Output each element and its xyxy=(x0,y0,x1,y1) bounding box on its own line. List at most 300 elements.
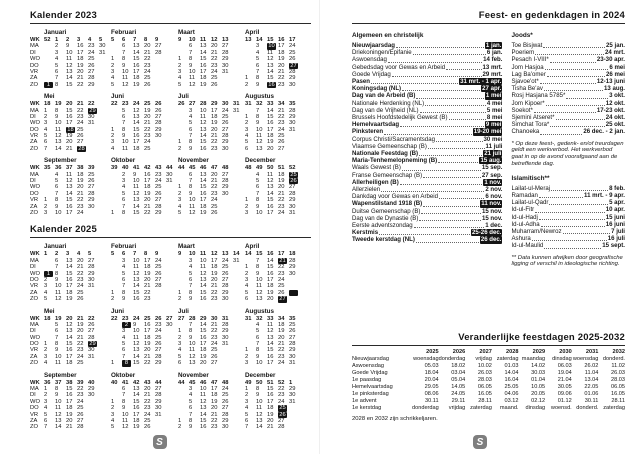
day-cell: 2 xyxy=(122,171,126,178)
feast-entry xyxy=(352,85,502,92)
value-cell: dinsdag xyxy=(552,356,572,362)
table-header-row xyxy=(352,349,625,356)
week-number: 26 xyxy=(155,101,162,108)
week-number: 27 xyxy=(178,315,185,322)
day-cell: 2 xyxy=(178,145,182,152)
day-cell: 18 xyxy=(144,184,151,191)
weekday-label: ZO xyxy=(30,360,39,367)
month-name: Juli xyxy=(178,307,189,315)
day-cell: 26 xyxy=(144,81,151,88)
weekday-label: ZA xyxy=(30,353,38,360)
day-cell: 5 xyxy=(111,424,115,431)
dotted-leader xyxy=(420,112,486,113)
value-cell: 21.04 xyxy=(557,377,572,383)
day-cell xyxy=(166,210,177,216)
day-cell: 10 xyxy=(189,197,196,204)
week-label: WK xyxy=(30,101,40,108)
feast-entry xyxy=(352,164,502,171)
day-cell: 21 xyxy=(211,49,218,56)
day-cell: 9 xyxy=(55,203,59,210)
feast-name: Wapenstilstand 1918 (B) xyxy=(352,200,423,208)
feast-entry xyxy=(511,92,625,99)
day-cell: 18 xyxy=(200,203,207,210)
day-cell: 1 xyxy=(245,386,249,393)
week-number: 48 xyxy=(222,165,229,172)
day-cell: 3 xyxy=(55,49,59,56)
weekday-label: MA xyxy=(30,386,39,393)
day-cell: 24 xyxy=(77,398,84,405)
day-cell: 19 xyxy=(144,341,151,348)
day-cell: 10 xyxy=(122,68,129,75)
day-cell: 12 xyxy=(133,341,140,348)
day-cell: 28 xyxy=(155,49,162,56)
day-cell: 21 xyxy=(267,424,274,431)
day-cell: 6 xyxy=(122,197,126,204)
day-cell: 25 xyxy=(77,360,84,367)
week-number: 12 xyxy=(211,37,218,43)
day-cell: 17 xyxy=(267,398,274,405)
day-cell: 9 xyxy=(55,347,59,354)
day-cell: 22 xyxy=(211,328,218,335)
feast-entry xyxy=(511,100,625,107)
day-cell: 6 xyxy=(189,405,193,412)
day-cell: 11 xyxy=(267,171,274,178)
day-cell: 11 xyxy=(256,133,263,140)
dotted-leader xyxy=(413,54,486,55)
day-cell: 14 xyxy=(200,133,207,140)
day-cell: 23 xyxy=(77,203,84,210)
day-cell: 7 xyxy=(256,190,260,197)
day-cell: 17 xyxy=(66,283,73,290)
day-cell: 16 xyxy=(200,334,207,341)
feast-entry xyxy=(511,114,625,121)
value-cell: 22.05 xyxy=(584,384,599,390)
day-cell: 5 xyxy=(122,341,126,348)
day-cell: 12 xyxy=(189,81,196,88)
day-cell: 3 xyxy=(111,411,115,418)
day-cell: 6 xyxy=(245,145,249,152)
weekday-label: ZO xyxy=(30,209,39,216)
day-cell: 4 xyxy=(44,405,48,412)
feast-name: Ramadan xyxy=(511,192,538,200)
week-number: 36 xyxy=(44,379,51,386)
day-cell: 23 xyxy=(278,353,285,360)
calendar-title: Kalender 2023 xyxy=(30,10,311,24)
day-cell: 15 xyxy=(200,184,207,191)
day-cell: 25 xyxy=(211,75,218,82)
day-cell: 24 xyxy=(278,126,285,133)
day-cell: 13 xyxy=(133,113,140,120)
calendar-blocks xyxy=(30,10,311,431)
day-cell: 7 xyxy=(256,257,260,264)
weekday-label: MA xyxy=(30,43,39,50)
calendar-row xyxy=(44,210,111,216)
day-cell: 25 xyxy=(211,203,218,210)
week-number: 34 xyxy=(278,101,285,108)
feast-date: 12-13 juni xyxy=(596,78,625,86)
day-cell xyxy=(222,210,233,216)
feast-entry xyxy=(511,128,625,135)
day-cell: 2 xyxy=(245,353,249,360)
value-cell: 14.04 xyxy=(504,370,519,376)
day-cell: 9 xyxy=(189,190,193,197)
day-cell: 11 xyxy=(133,264,140,271)
value-cell: dinsdag xyxy=(525,405,546,411)
feast-entry xyxy=(511,199,625,206)
labels-spacer xyxy=(30,243,44,251)
feast-name: Id-ul-Adha xyxy=(511,220,540,228)
weekday-label: MA xyxy=(30,321,39,328)
week-number: 35 xyxy=(289,315,296,322)
feast-name: Franse Gemeenschap (B) xyxy=(352,171,423,179)
week-number: 19 xyxy=(55,315,62,322)
labels-spacer xyxy=(30,372,44,380)
week-number: 45 xyxy=(189,165,196,172)
feastdays-page xyxy=(320,0,640,454)
feast-entry xyxy=(352,229,502,236)
day-cell xyxy=(155,82,166,88)
dotted-leader xyxy=(563,233,611,234)
value-cell: 24.05 xyxy=(451,391,466,397)
day-cell: 15 xyxy=(267,75,274,82)
day-cell: 4 xyxy=(189,113,193,120)
feast-date: 26 mei xyxy=(606,70,625,78)
day-cell: 3 xyxy=(189,257,193,264)
feast-entry xyxy=(511,235,625,242)
day-cell: 15 xyxy=(133,360,140,367)
day-cell: 9 xyxy=(122,405,126,412)
day-cell: 19 xyxy=(144,270,151,277)
day-cell: 30 xyxy=(222,424,229,431)
day-cell: 24 xyxy=(222,107,229,114)
day-cell: 22 xyxy=(77,341,84,348)
weekday-label: WO xyxy=(30,270,40,277)
day-cell: 13 xyxy=(66,184,73,191)
value-cell: 05.03 xyxy=(424,363,439,369)
dotted-leader xyxy=(428,148,485,149)
labels-spacer xyxy=(30,93,44,101)
day-cell: 21 xyxy=(77,264,84,271)
week-number: 50 xyxy=(256,379,263,386)
day-cell: 6 xyxy=(55,68,59,75)
calendar-row xyxy=(245,296,312,302)
dotted-leader xyxy=(425,105,486,106)
feast-date: 26 dec. - 2 jan. xyxy=(583,128,625,136)
feast-entry xyxy=(511,85,625,92)
day-cell: 22 xyxy=(211,56,218,63)
value-cell: 28.11 xyxy=(478,398,492,404)
day-cell: 26 xyxy=(222,270,229,277)
day-cell: 21 xyxy=(211,133,218,140)
dotted-leader xyxy=(419,155,482,156)
weekday-label: DI xyxy=(30,49,36,56)
feast-name: Tisha Be'av xyxy=(511,85,543,93)
year-header: 2027 xyxy=(479,349,492,355)
day-cell: 20 xyxy=(144,347,151,354)
weekday-label: VR xyxy=(30,133,39,140)
week-number: 48 xyxy=(245,165,252,172)
day-cell: 20 xyxy=(267,296,274,303)
day-cell: 28 xyxy=(289,190,296,197)
day-cell: 29 xyxy=(289,113,296,120)
value-cell: maand. xyxy=(499,405,519,411)
weekday-label: DO xyxy=(30,276,39,283)
week-number: 6 xyxy=(122,251,126,258)
day-cell xyxy=(222,82,233,88)
day-cell: 10 xyxy=(189,341,196,348)
week-label: WK xyxy=(30,37,40,43)
calendar-row xyxy=(178,82,245,88)
value-cell: 03.12 xyxy=(504,398,519,404)
feast-name: Allerheiligen (B) xyxy=(352,178,399,186)
week-number: 18 xyxy=(289,251,296,258)
day-cell: 25 xyxy=(222,392,229,399)
value-cell: 30.05 xyxy=(557,384,572,390)
feast-entry xyxy=(352,179,502,186)
feast-name: Lailat-ul-Qadr xyxy=(511,199,549,207)
row-label: 1e kerstdag xyxy=(352,405,382,411)
day-cell: 27 xyxy=(88,257,95,264)
day-cell: 15 xyxy=(200,328,207,335)
day-cell xyxy=(289,424,300,430)
weekday-labels xyxy=(30,157,44,216)
day-cell xyxy=(289,146,300,152)
day-cell: 24 xyxy=(211,341,218,348)
value-cell: vrijdag xyxy=(448,405,466,411)
feast-name: Dag van de Dynastie (B) xyxy=(352,214,419,222)
day-cell: 19 xyxy=(278,178,285,185)
day-cell: 29 xyxy=(289,386,296,393)
dotted-leader xyxy=(392,76,482,77)
weekday-label: VR xyxy=(30,197,39,204)
dotted-leader xyxy=(423,177,481,178)
feast-date: 9 mei xyxy=(485,121,502,129)
day-cell: 8 xyxy=(256,264,260,271)
day-cell: 10 xyxy=(256,209,263,216)
day-cell: 25 xyxy=(88,171,95,178)
day-cell: 18 xyxy=(144,264,151,271)
month-april xyxy=(245,243,312,302)
week-number: 44 xyxy=(155,379,162,386)
day-cell: 14 xyxy=(267,107,274,114)
dotted-leader xyxy=(402,90,480,91)
day-cell: 2 xyxy=(178,334,182,341)
feast-name: Toe Bisjwat xyxy=(511,42,543,49)
feast-entry xyxy=(352,136,502,143)
day-cell: 7 xyxy=(55,264,59,271)
day-cell: 3 xyxy=(111,68,115,75)
feast-entry xyxy=(352,64,502,71)
week-number: 19 xyxy=(55,101,62,108)
day-cell: 22 xyxy=(77,81,84,88)
day-cell: 12 xyxy=(267,328,274,335)
day-cell: 26 xyxy=(88,178,95,185)
month-september xyxy=(44,372,111,431)
dotted-leader xyxy=(550,62,596,63)
week-number: 9 xyxy=(178,251,182,258)
day-cell: 16 xyxy=(144,171,151,178)
month-band xyxy=(30,93,311,152)
feast-date: 24 okt. xyxy=(605,114,625,122)
day-cell: 2 xyxy=(44,392,48,399)
day-cell: 23 xyxy=(211,190,218,197)
day-cell: 11 xyxy=(200,113,207,120)
day-cell: 16 xyxy=(144,321,151,328)
row-label: Nieuwjaarsdag xyxy=(352,356,390,362)
day-cell: 12 xyxy=(200,270,207,277)
month-april xyxy=(245,29,312,88)
day-cell: 2 xyxy=(111,62,115,69)
value-cell: 04.06 xyxy=(504,391,519,397)
day-cell: 15 xyxy=(66,107,73,114)
feast-date: 15 nov. xyxy=(481,214,503,222)
value-cell: donderdag xyxy=(412,405,439,411)
day-cell: 22 xyxy=(77,107,84,114)
feast-date: 15 sep. xyxy=(481,164,503,172)
day-cell: 4 xyxy=(111,75,115,82)
week-number: 29 xyxy=(200,315,207,322)
week-number: 35 xyxy=(289,101,296,108)
week-number: 17 xyxy=(289,37,296,43)
day-cell: 30 xyxy=(289,81,296,88)
year-header: 2030 xyxy=(559,349,572,355)
day-cell: 10 xyxy=(55,120,62,127)
day-cell: 16 xyxy=(77,43,84,50)
day-cell: 5 xyxy=(122,107,126,114)
feast-date: 15 nov. xyxy=(481,207,503,215)
day-cell: 4 xyxy=(44,126,48,133)
feast-entry xyxy=(511,121,625,128)
day-cell: 19 xyxy=(200,353,207,360)
day-cell: 15 xyxy=(66,386,73,393)
week-number: 50 xyxy=(267,165,274,172)
day-cell: 22 xyxy=(278,264,285,271)
value-cell: 06.03 xyxy=(557,363,572,369)
feast-date: 30 mei xyxy=(483,135,503,143)
day-cell: 7 xyxy=(256,107,260,114)
day-cell: 28 xyxy=(289,257,296,264)
day-cell: 12 xyxy=(55,133,62,140)
day-cell: 25 xyxy=(77,126,84,133)
day-cell xyxy=(88,424,99,430)
day-cell: 3 xyxy=(245,276,249,283)
day-cell: 4 xyxy=(245,405,249,412)
day-cell: 18 xyxy=(200,75,207,82)
day-cell: 1 xyxy=(245,75,249,82)
month-name: December xyxy=(245,371,276,379)
brand-logo-letter: S xyxy=(476,436,484,448)
day-cell: 29 xyxy=(155,398,162,405)
day-cell: 15 xyxy=(200,417,207,424)
day-cell: 20 xyxy=(211,276,218,283)
day-cell: 29 xyxy=(222,417,229,424)
calendar-2023 xyxy=(30,10,311,216)
week-number: 46 xyxy=(200,165,207,172)
week-number: 48 xyxy=(222,379,229,386)
weekday-label: ZO xyxy=(30,424,39,431)
feast-name: Id-ul-Maulid xyxy=(511,242,544,250)
feast-name: Jom Kipoer* xyxy=(511,99,545,107)
day-cell: 31 xyxy=(222,341,229,348)
year-header: 2029 xyxy=(532,349,546,355)
day-cell: 23 xyxy=(211,296,218,303)
day-cell: 27 xyxy=(155,347,162,354)
day-cell: 1 xyxy=(245,197,249,204)
day-cell: 24 xyxy=(77,120,84,127)
day-cell: 28 xyxy=(77,424,84,431)
dotted-leader xyxy=(549,204,608,205)
day-cell xyxy=(233,296,244,302)
day-cell: 27 xyxy=(289,184,296,191)
feast-date: 25-26 dec. xyxy=(472,229,502,237)
feast-entry xyxy=(511,214,625,221)
day-cell: 25 xyxy=(155,334,162,341)
day-cell: 3 xyxy=(245,398,249,405)
day-cell: 28 xyxy=(289,68,296,75)
day-cell: 27 xyxy=(155,386,162,393)
day-cell: 17 xyxy=(200,197,207,204)
month-name: Mei xyxy=(44,93,55,101)
day-cell: 18 xyxy=(77,171,84,178)
day-cell: 15 xyxy=(267,197,274,204)
day-cell: 4 xyxy=(44,360,48,367)
day-cell: 11 xyxy=(122,145,129,152)
week-number: 30 xyxy=(222,101,229,108)
week-number: 32 xyxy=(256,315,263,322)
feast-entry xyxy=(352,193,502,200)
day-cell: 28 xyxy=(88,190,95,197)
holiday-day-cell: 10 xyxy=(268,43,275,50)
day-cell: 8 xyxy=(55,270,59,277)
day-cell: 26 xyxy=(155,270,162,277)
day-cell: 28 xyxy=(222,133,229,140)
day-cell: 21 xyxy=(211,411,218,418)
day-cell: 28 xyxy=(155,353,162,360)
month-name: September xyxy=(44,157,77,165)
day-cell: 26 xyxy=(289,328,296,335)
weekday-label: DI xyxy=(30,178,36,185)
day-cell: 7 xyxy=(189,133,193,140)
day-cell: 26 xyxy=(211,209,218,216)
day-cell: 29 xyxy=(155,360,162,367)
day-cell: 23 xyxy=(211,424,218,431)
day-cell: 23 xyxy=(211,334,218,341)
day-cell: 3 xyxy=(44,120,48,127)
day-cell: 29 xyxy=(155,209,162,216)
day-cell: 11 xyxy=(267,321,274,328)
feast-name: Id-ul-Hadj xyxy=(511,213,538,221)
feast-entry xyxy=(511,206,625,213)
value-cell: 01.04 xyxy=(531,377,546,383)
day-cell: 8 xyxy=(256,197,260,204)
feast-name: Jom Hasjoa xyxy=(511,63,544,71)
day-cell: 13 xyxy=(200,405,207,412)
day-cell: 9 xyxy=(189,334,193,341)
day-cell: 18 xyxy=(66,289,73,296)
day-cell: 24 xyxy=(278,398,285,405)
week-number: 37 xyxy=(55,379,62,386)
day-cell: 15 xyxy=(267,386,274,393)
day-cell: 4 xyxy=(245,283,249,290)
week-number: 46 xyxy=(200,379,207,386)
day-cell: 18 xyxy=(267,405,274,412)
weekday-label: WO xyxy=(30,398,40,405)
dotted-leader xyxy=(371,83,458,84)
day-cell: 31 xyxy=(289,360,296,367)
day-cell: 1 xyxy=(245,113,249,120)
day-cell: 1 xyxy=(111,126,115,133)
month-juni xyxy=(111,93,178,152)
